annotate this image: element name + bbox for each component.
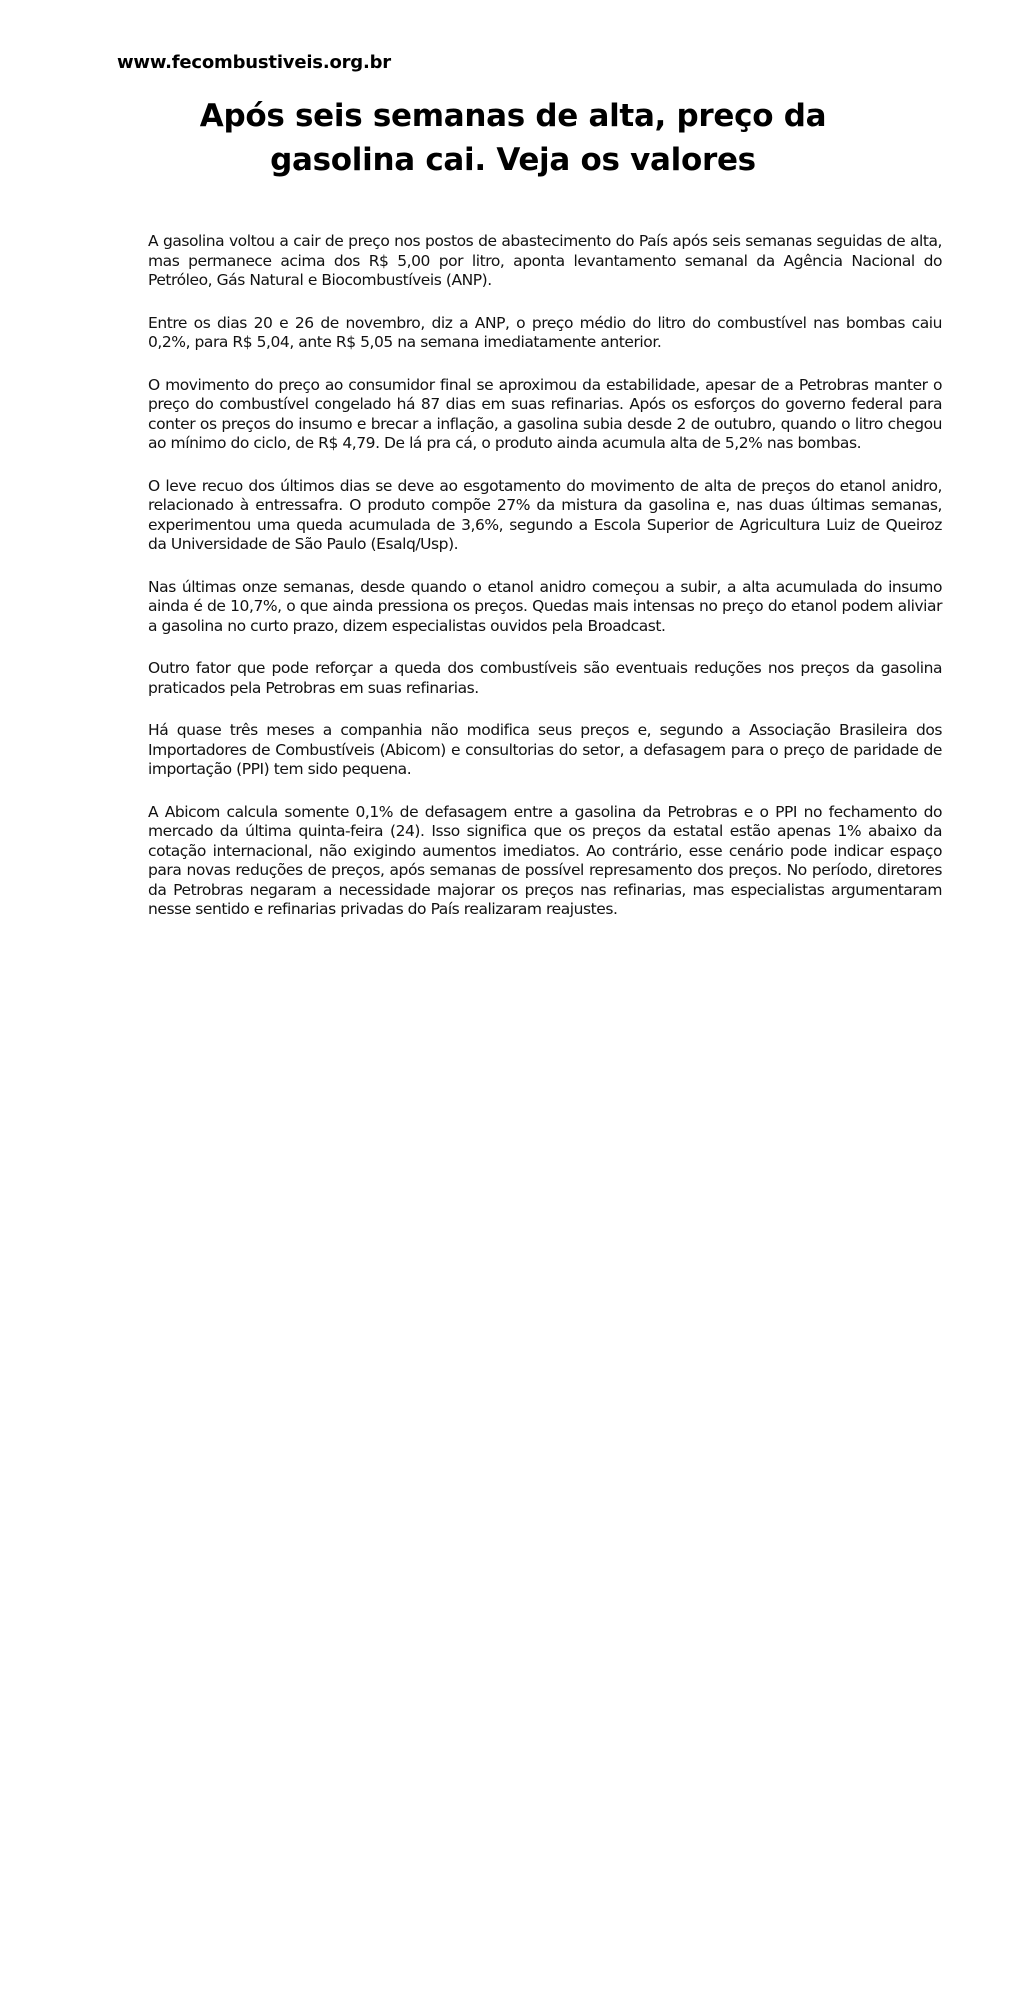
article-body bbox=[148, 232, 942, 943]
article-paragraph: Outro fator que pode reforçar a queda dos combustíveis são eventuais reduções nos preços da gasolina praticados pela Petrobras em suas refinarias. bbox=[148, 659, 942, 697]
article-paragraph: Nas últimas onze semanas, desde quando o etanol anidro começou a subir, a alta acumulada do insumo ainda é de 10,7%, o que ainda pressiona os preços. Quedas mais intensas no preço do etanol podem aliviar a gasolina no curto prazo, dizem especialistas ouvidos pela Broadcast. bbox=[148, 577, 942, 635]
article-headline: Após seis semanas de alta, preço da gasolina cai. Veja os valores bbox=[199, 98, 827, 178]
article-paragraph: A Abicom calcula somente 0,1% de defasagem entre a gasolina da Petrobras e o PPI no fechamento do mercado da última quinta-feira (24). Isso significa que os preços da estatal estão apenas 1% abaixo da cotação internacional, não exigindo aumentos imediatos. Ao contrário, esse cenário pode indicar espaço para novas reduções de preços, após semanas de possível represamento dos preços. No período, diretores da Petrobras negaram a necessidade majorar os preços nas refinarias, mas especialistas argumentaram nesse sentido e refinarias privadas do País realizaram reajustes. bbox=[148, 802, 942, 918]
article-paragraph: A gasolina voltou a cair de preço nos postos de abastecimento do País após seis semanas seguidas de alta, mas permanece acima dos R$ 5,00 por litro, aponta levantamento semanal da Agência Nacional do Petróleo, Gás Natural e Biocombustíveis (ANP). bbox=[148, 232, 942, 289]
article-paragraph: O leve recuo dos últimos dias se deve ao esgotamento do movimento de alta de preços do etanol anidro, relacionado à entressafra. O produto compõe 27% da mistura da gasolina e, nas duas últimas semanas, experimentou uma queda acumulada de 3,6%, segundo a Escola Superior de Agricultura Luiz de Queiroz da Universidade de São Paulo (Esalq/Usp). bbox=[148, 476, 942, 553]
article-paragraph: Há quase três meses a companhia não modifica seus preços e, segundo a Associação Brasileira dos Importadores de Combustíveis (Abicom) e consultorias do setor, a defasagem para o preço de paridade de importação (PPI) tem sido pequena. bbox=[148, 721, 942, 778]
article-paragraph: Entre os dias 20 e 26 de novembro, diz a ANP, o preço médio do litro do combustível nas bombas caiu 0,2%, para R$ 5,04, ante R$ 5,05 na semana imediatamente anterior. bbox=[148, 313, 942, 351]
article-paragraph: O movimento do preço ao consumidor final se aproximou da estabilidade, apesar de a Petrobras manter o preço do combustível congelado há 87 dias em suas refinarias. Após os esforços do governo federal para conter os preços do insumo e brecar a inflação, a gasolina subia desde 2 de outubro, quando o litro chegou ao mínimo do ciclo, de R$ 4,79. De lá pra cá, o produto ainda acumula alta de 5,2% nas bombas. bbox=[148, 375, 942, 452]
site-url: www.fecombustiveis.org.br bbox=[117, 52, 391, 73]
